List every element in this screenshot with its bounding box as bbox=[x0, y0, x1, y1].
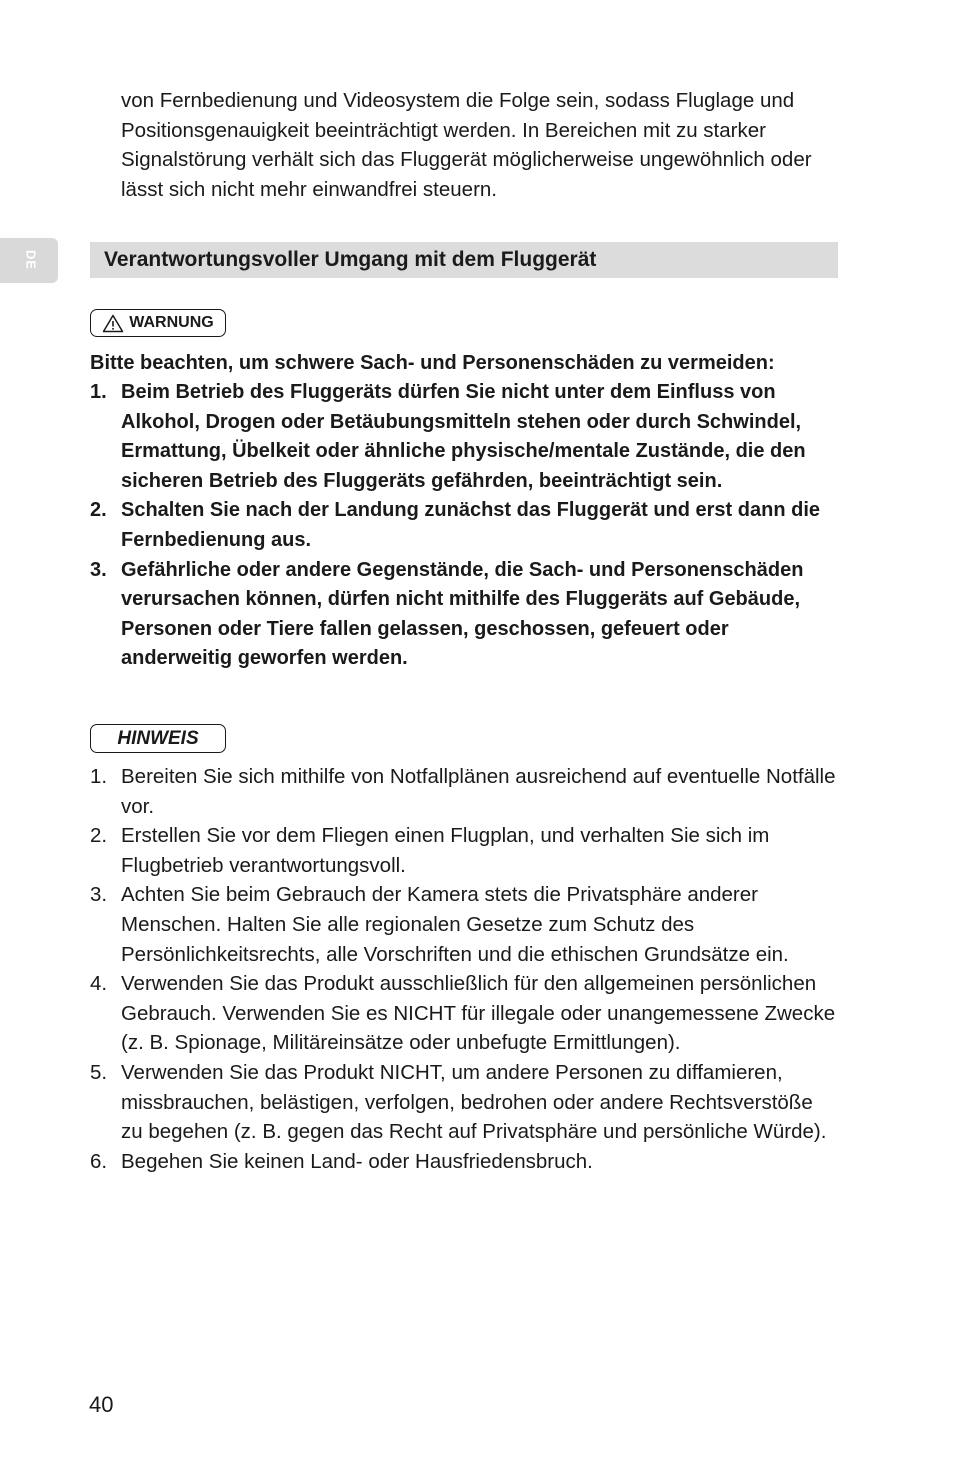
section-header bbox=[90, 242, 838, 278]
language-tab bbox=[0, 238, 58, 283]
notice-list bbox=[90, 762, 838, 1176]
notice-item bbox=[90, 762, 838, 821]
warning-triangle-icon bbox=[102, 314, 124, 333]
notice-item bbox=[90, 1058, 838, 1147]
item-number: 3. bbox=[90, 558, 107, 581]
item-number: 1. bbox=[90, 381, 107, 403]
item-text: Beim Betrieb des Fluggeräts dürfen Sie nicht unter dem Einfluss von Alkohol, Drogen oder Betäubungsmitteln stehen oder durch Schwindel, Ermattung, Übelkeit oder ähnliche physische/mentale Zustände, die den sicheren Betrieb des Fluggeräts gefährden, beeinträchtigt sein. bbox=[121, 381, 806, 492]
item-text: Erstellen Sie vor dem Fliegen einen Flugplan, und verhalten Sie sich im Flugbetrieb verantwortungsvoll. bbox=[121, 824, 770, 877]
warning-item bbox=[90, 496, 838, 555]
item-number: 3. bbox=[90, 883, 108, 907]
notice-label-text: HINWEIS bbox=[117, 727, 199, 749]
language-tab-label: DE bbox=[23, 249, 39, 271]
item-text: Gefährliche oder andere Gegenstände, die Sach- und Personenschäden verursachen können, dürfen nicht mithilfe des Fluggeräts auf Gebäude, Personen oder Tiere fallen gelassen, geschossen, gefeuert oder anderweitig geworfen werden. bbox=[121, 558, 804, 670]
item-text: Schalten Sie nach der Landung zunächst das Fluggerät und erst dann die Fernbedienung aus. bbox=[121, 499, 820, 551]
warning-item bbox=[90, 378, 838, 496]
item-number: 6. bbox=[90, 1149, 108, 1173]
item-text: Verwenden Sie das Produkt NICHT, um andere Personen zu diffamieren, missbrauchen, belästigen, verfolgen, bedrohen oder andere Rechtsverstöße zu begehen (z. B. gegen das Recht auf Privatsphäre und persönliche Würde). bbox=[121, 1060, 827, 1144]
section-title: Verantwortungsvoller Umgang mit dem Fluggerät bbox=[104, 248, 597, 271]
item-text: Verwenden Sie das Produkt ausschließlich für den allgemeinen persönlichen Gebrauch. Verwenden Sie es NICHT für illegale oder unangemessene Zwecke (z. B. Spionage, Militäreinsätze oder unbefugte Ermittlungen). bbox=[121, 972, 836, 1055]
notice-label bbox=[90, 724, 226, 753]
item-number: 2. bbox=[90, 824, 108, 848]
item-number: 2. bbox=[90, 499, 107, 522]
warning-item bbox=[90, 556, 838, 674]
item-number: 1. bbox=[90, 765, 108, 788]
intro-paragraph: von Fernbedienung und Videosystem die Folge sein, sodass Fluglage und Positionsgenauigkeit beeinträchtigt werden. In Bereichen mit zu starker Signalstörung verhält sich das Fluggerät möglicherweise ungewöhnlich oder lässt sich nicht mehr einwandfrei steuern. bbox=[121, 89, 812, 201]
item-number: 4. bbox=[90, 972, 108, 996]
warning-list bbox=[90, 378, 838, 674]
warning-label bbox=[90, 309, 226, 337]
warning-intro: Bitte beachten, um schwere Sach- und Personenschäden zu vermeiden: bbox=[90, 352, 775, 374]
notice-item bbox=[90, 969, 838, 1058]
page-number: 40 bbox=[89, 1392, 114, 1417]
notice-item bbox=[90, 821, 838, 880]
item-text: Achten Sie beim Gebrauch der Kamera stets die Privatsphäre anderer Menschen. Halten Sie alle regionalen Gesetze zum Schutz des Persönlichkeitsrechts, alle Vorschriften und die ethischen Grundsätze ein. bbox=[121, 883, 789, 966]
notice-item bbox=[90, 880, 838, 969]
item-text: Begehen Sie keinen Land- oder Hausfriedensbruch. bbox=[121, 1149, 593, 1173]
warning-label-text: WARNUNG bbox=[129, 314, 214, 331]
item-text: Bereiten Sie sich mithilfe von Notfallplänen ausreichend auf eventuelle Notfälle vor. bbox=[121, 765, 836, 818]
item-number: 5. bbox=[90, 1060, 108, 1084]
notice-item bbox=[90, 1147, 838, 1177]
